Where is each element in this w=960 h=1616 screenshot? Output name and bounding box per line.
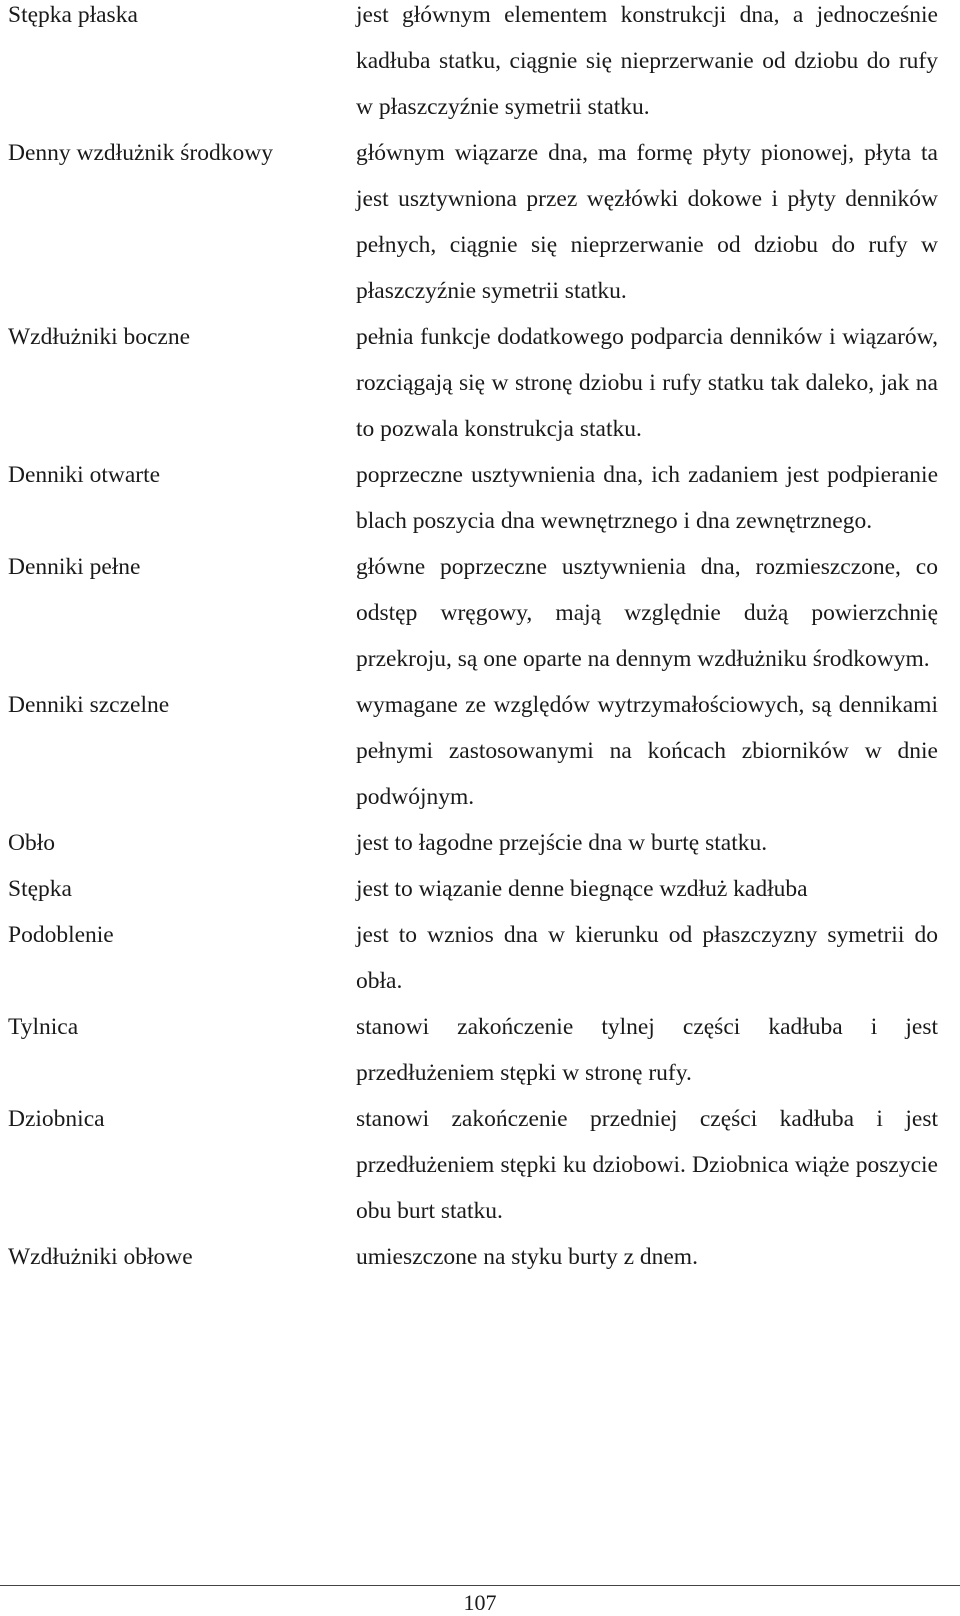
definition-row: [8, 130, 938, 314]
term-label: Stępka: [8, 876, 72, 902]
page-number: 107: [463, 1590, 497, 1615]
term-label: Wzdłużniki boczne: [8, 324, 191, 350]
definition-row: [8, 452, 938, 544]
term-label: Podoblenie: [8, 922, 114, 948]
definition-text: wymagane ze względów wytrzymałościowych, są dennikami pełnymi zastosowanymi na końcach zbiorników w dnie podwójnym.: [356, 692, 938, 810]
definition-text: stanowi zakończenie przedniej części kadłuba i jest przedłużeniem stępki ku dziobowi. Dziobnica wiąże poszycie obu burt statku.: [356, 1106, 938, 1224]
definition-text: jest to wiązanie denne biegnące wzdłuż kadłuba: [356, 876, 808, 902]
term-label: Dziobnica: [8, 1106, 105, 1132]
term-label: Stępka płaska: [8, 2, 138, 28]
term-label: Denniki pełne: [8, 554, 141, 580]
definition-row: [8, 820, 938, 866]
definitions-list: [8, 0, 938, 1280]
definition-row: [8, 1004, 938, 1096]
definition-row: [8, 1096, 938, 1234]
definition-row: [8, 682, 938, 820]
definition-text: jest to wznios dna w kierunku od płaszczyzny symetrii do obła.: [356, 922, 938, 994]
definition-row: [8, 1234, 938, 1280]
term-label: Denny wzdłużnik środkowy: [8, 140, 273, 166]
term-label: Wzdłużniki obłowe: [8, 1244, 193, 1270]
definition-text: umieszczone na styku burty z dnem.: [356, 1244, 698, 1270]
definition-row: [8, 0, 938, 130]
term-label: Obło: [8, 830, 55, 856]
definition-text: stanowi zakończenie tylnej części kadłuba i jest przedłużeniem stępki w stronę rufy.: [356, 1014, 938, 1086]
definition-text: jest głównym elementem konstrukcji dna, a jednocześnie kadłuba statku, ciągnie się nieprzerwanie od dziobu do rufy w płaszczyźnie symetrii statku.: [356, 2, 938, 120]
definition-text: główne poprzeczne usztywnienia dna, rozmieszczone, co odstęp wręgowy, mają względnie dużą powierzchnię przekroju, są one oparte na dennym wzdłużniku środkowym.: [356, 554, 938, 672]
definition-text: pełnia funkcje dodatkowego podparcia denników i wiązarów, rozciągają się w stronę dziobu i rufy statku tak daleko, jak na to pozwala konstrukcja statku.: [356, 324, 938, 442]
definition-row: [8, 912, 938, 1004]
definition-row: [8, 544, 938, 682]
definition-text: poprzeczne usztywnienia dna, ich zadaniem jest podpieranie blach poszycia dna wewnętrznego i dna zewnętrznego.: [356, 462, 938, 534]
term-label: Denniki otwarte: [8, 462, 161, 488]
definition-text: jest to łagodne przejście dna w burtę statku.: [356, 830, 768, 856]
footer-divider: [0, 1585, 960, 1586]
definition-row: [8, 314, 938, 452]
definition-text: głównym wiązarze dna, ma formę płyty pionowej, płyta ta jest usztywniona przez węzłówki dokowe i płyty denników pełnych, ciągnie się nieprzerwanie od dziobu do rufy w płaszczyźnie symetrii statku.: [356, 140, 938, 304]
definition-row: [8, 866, 938, 912]
term-label: Denniki szczelne: [8, 692, 170, 718]
term-label: Tylnica: [8, 1014, 79, 1040]
